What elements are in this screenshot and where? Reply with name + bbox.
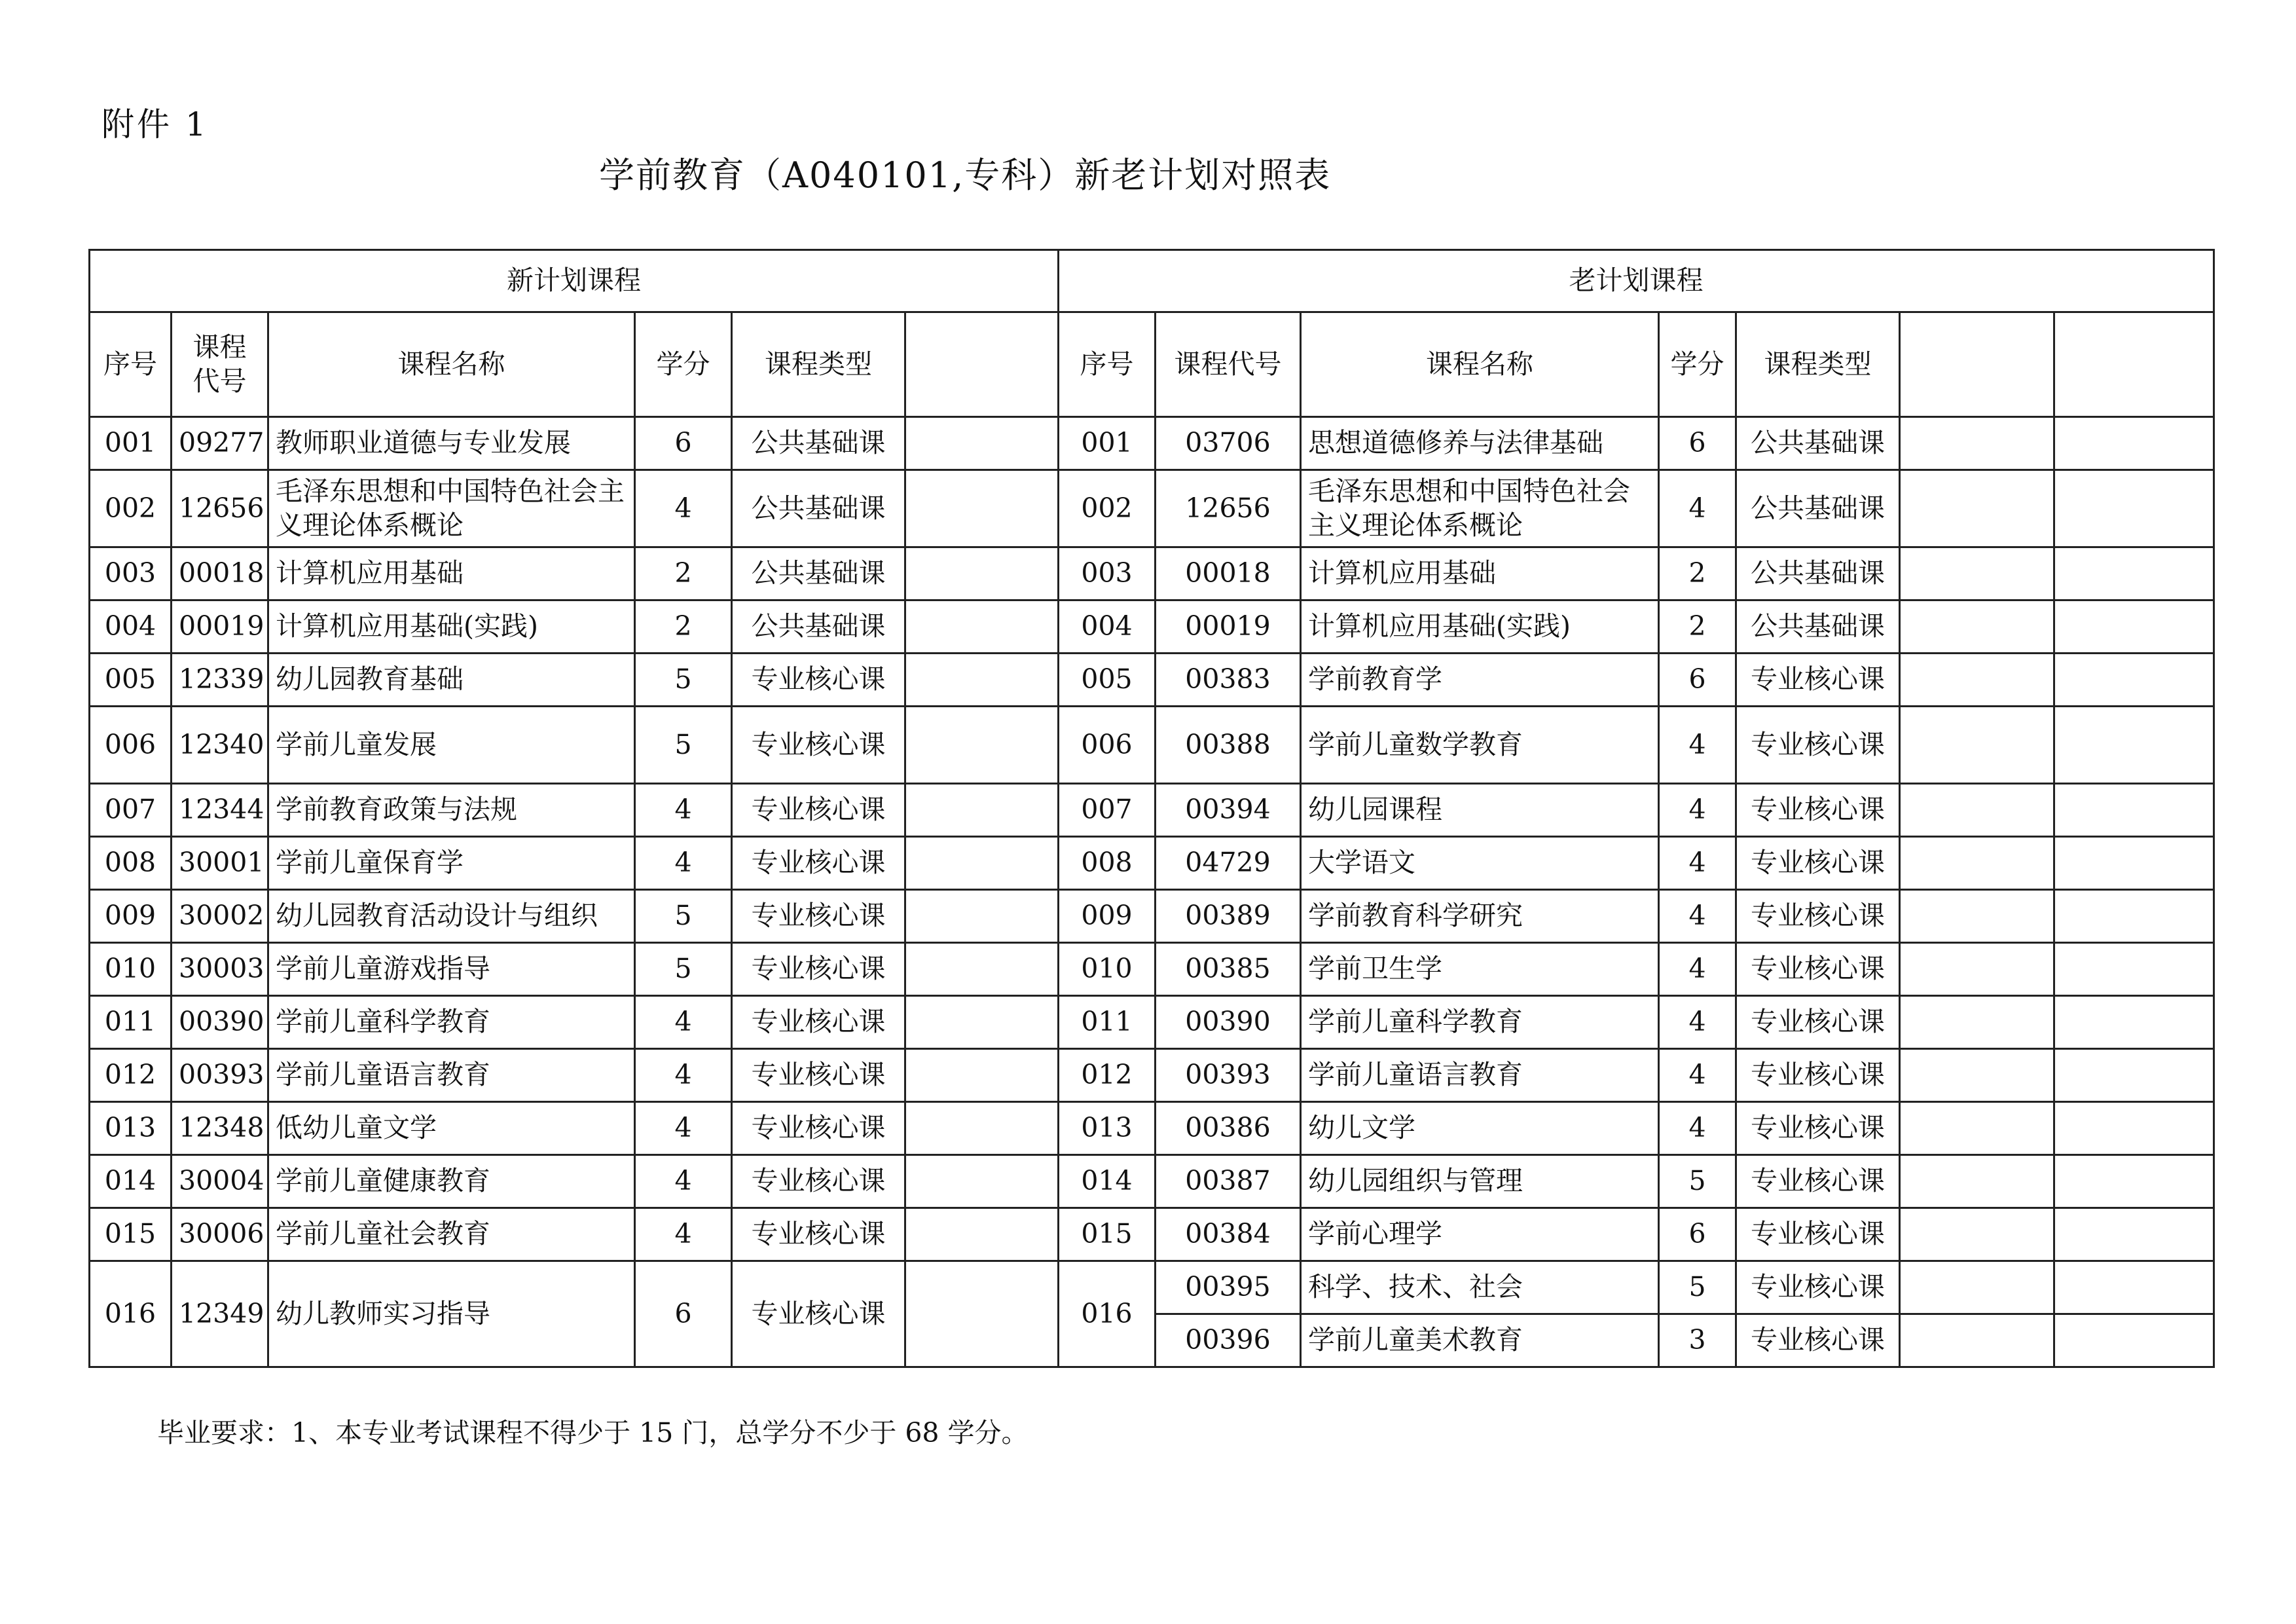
new-type-header: 课程类型 (732, 312, 905, 417)
new-blank-header (905, 312, 1059, 417)
new-credit-cell: 4 (635, 1049, 732, 1102)
old-name-cell: 幼儿文学 (1301, 1102, 1659, 1155)
old-credit-cell: 4 (1659, 890, 1736, 943)
new-blank-cell (905, 996, 1059, 1049)
old-blank-2-cell (2054, 1049, 2214, 1102)
table-row (90, 837, 2214, 890)
new-credit-cell: 6 (635, 1261, 732, 1367)
new-blank-cell (905, 890, 1059, 943)
old-blank-2-cell (2054, 654, 2214, 707)
table-row (90, 1155, 2214, 1208)
new-name-cell: 教师职业道德与专业发展 (268, 417, 635, 470)
old-code-cell: 00394 (1156, 784, 1301, 837)
old-blank-1-cell (1900, 890, 2054, 943)
new-code-cell: 30003 (172, 943, 268, 996)
new-name-cell: 幼儿园教育基础 (268, 654, 635, 707)
old-type-cell: 专业核心课 (1736, 1102, 1900, 1155)
old-seq-cell: 007 (1059, 784, 1156, 837)
old-blank-1-cell (1900, 600, 2054, 654)
new-blank-cell (905, 600, 1059, 654)
old-code-cell: 04729 (1156, 837, 1301, 890)
new-seq-cell: 008 (90, 837, 172, 890)
old-blank-1-cell (1900, 784, 2054, 837)
new-credit-cell: 4 (635, 1208, 732, 1261)
new-type-cell: 专业核心课 (732, 1049, 905, 1102)
old-seq-cell: 002 (1059, 470, 1156, 547)
old-type-cell: 专业核心课 (1736, 784, 1900, 837)
new-credit-cell: 5 (635, 654, 732, 707)
old-plan-header: 老计划课程 (1059, 250, 2214, 312)
new-type-cell: 专业核心课 (732, 1102, 905, 1155)
old-code-cell: 00385 (1156, 943, 1301, 996)
old-type-cell: 公共基础课 (1736, 600, 1900, 654)
new-credit-cell: 5 (635, 707, 732, 784)
old-blank-2-cell (2054, 417, 2214, 470)
old-seq-cell: 016 (1059, 1261, 1156, 1367)
table-row (90, 654, 2214, 707)
new-code-cell: 30001 (172, 837, 268, 890)
new-type-cell: 公共基础课 (732, 417, 905, 470)
new-seq-cell: 013 (90, 1102, 172, 1155)
new-name-header: 课程名称 (268, 312, 635, 417)
new-code-cell: 09277 (172, 417, 268, 470)
old-code-cell: 03706 (1156, 417, 1301, 470)
table-row (90, 600, 2214, 654)
table-row (90, 1208, 2214, 1261)
new-code-cell: 30004 (172, 1155, 268, 1208)
old-blank-2-cell (2054, 547, 2214, 600)
new-blank-cell (905, 707, 1059, 784)
new-type-cell: 专业核心课 (732, 707, 905, 784)
new-code-cell: 12656 (172, 470, 268, 547)
new-credit-cell: 2 (635, 600, 732, 654)
old-credit-cell: 4 (1659, 470, 1736, 547)
old-seq-cell: 015 (1059, 1208, 1156, 1261)
new-blank-cell (905, 1049, 1059, 1102)
old-credit-cell: 6 (1659, 654, 1736, 707)
new-credit-cell: 4 (635, 1155, 732, 1208)
old-type-cell: 专业核心课 (1736, 1208, 1900, 1261)
old-blank-1-cell (1900, 470, 2054, 547)
new-credit-cell: 4 (635, 1102, 732, 1155)
new-code-cell: 12340 (172, 707, 268, 784)
attachment-label: 附件 1 (101, 105, 209, 143)
new-name-cell: 学前教育政策与法规 (268, 784, 635, 837)
old-blank-header-2 (2054, 312, 2214, 417)
new-seq-cell: 015 (90, 1208, 172, 1261)
old-type-header: 课程类型 (1736, 312, 1900, 417)
old-seq-header: 序号 (1059, 312, 1156, 417)
new-blank-cell (905, 1261, 1059, 1367)
old-blank-2-cell (2054, 784, 2214, 837)
new-seq-cell: 002 (90, 470, 172, 547)
old-type-cell: 专业核心课 (1736, 837, 1900, 890)
new-blank-cell (905, 547, 1059, 600)
old-credit-cell: 4 (1659, 943, 1736, 996)
table-row (90, 996, 2214, 1049)
new-credit-cell: 5 (635, 890, 732, 943)
new-credit-cell: 4 (635, 470, 732, 547)
document-title: 学前教育（A040101,专科）新老计划对照表 (599, 155, 1332, 196)
old-blank-1-cell (1900, 1102, 2054, 1155)
old-type-cell: 公共基础课 (1736, 417, 1900, 470)
new-code-cell: 12349 (172, 1261, 268, 1367)
old-type-cell: 专业核心课 (1736, 890, 1900, 943)
old-name-cell: 幼儿园课程 (1301, 784, 1659, 837)
new-code-cell: 12339 (172, 654, 268, 707)
table-row (90, 1049, 2214, 1102)
old-blank-2-cell (2054, 1208, 2214, 1261)
new-seq-cell: 006 (90, 707, 172, 784)
old-code-cell: 00018 (1156, 547, 1301, 600)
old-seq-cell: 003 (1059, 547, 1156, 600)
old-name-cell: 学前儿童科学教育 (1301, 996, 1659, 1049)
new-plan-header: 新计划课程 (90, 250, 1059, 312)
new-name-cell: 学前儿童保育学 (268, 837, 635, 890)
old-blank-1-cell (1900, 707, 2054, 784)
new-credit-header: 学分 (635, 312, 732, 417)
new-credit-cell: 4 (635, 784, 732, 837)
group-header-row (90, 250, 2214, 312)
old-credit-cell: 2 (1659, 600, 1736, 654)
new-seq-cell: 007 (90, 784, 172, 837)
new-name-cell: 学前儿童游戏指导 (268, 943, 635, 996)
new-code-cell: 12348 (172, 1102, 268, 1155)
old-blank-1-cell (1900, 943, 2054, 996)
new-blank-cell (905, 654, 1059, 707)
new-type-cell: 专业核心课 (732, 1155, 905, 1208)
new-type-cell: 公共基础课 (732, 600, 905, 654)
new-name-cell: 幼儿教师实习指导 (268, 1261, 635, 1367)
old-code-cell: 00388 (1156, 707, 1301, 784)
old-code-cell: 00390 (1156, 996, 1301, 1049)
old-blank-1-cell (1900, 1208, 2054, 1261)
old-code-cell: 00383 (1156, 654, 1301, 707)
new-credit-cell: 2 (635, 547, 732, 600)
new-type-cell: 专业核心课 (732, 890, 905, 943)
new-credit-cell: 4 (635, 837, 732, 890)
new-seq-cell: 016 (90, 1261, 172, 1367)
new-type-cell: 专业核心课 (732, 1208, 905, 1261)
new-blank-cell (905, 784, 1059, 837)
old-credit-cell: 4 (1659, 784, 1736, 837)
new-name-cell: 毛泽东思想和中国特色社会主义理论体系概论 (268, 470, 635, 547)
old-credit-cell: 4 (1659, 1102, 1736, 1155)
old-code-header: 课程代号 (1156, 312, 1301, 417)
old-credit-cell: 6 (1659, 417, 1736, 470)
old-name-cell: 学前卫生学 (1301, 943, 1659, 996)
old-type-cell: 专业核心课 (1736, 1049, 1900, 1102)
old-credit-cell: 4 (1659, 1049, 1736, 1102)
new-blank-cell (905, 1155, 1059, 1208)
old-name-cell: 学前儿童数学教育 (1301, 707, 1659, 784)
new-code-cell: 12344 (172, 784, 268, 837)
old-seq-cell: 013 (1059, 1102, 1156, 1155)
old-credit-cell: 4 (1659, 837, 1736, 890)
old-credit-cell: 6 (1659, 1208, 1736, 1261)
new-seq-header: 序号 (90, 312, 172, 417)
old-code-cell: 00384 (1156, 1208, 1301, 1261)
new-type-cell: 公共基础课 (732, 470, 905, 547)
table-row (90, 417, 2214, 470)
new-blank-cell (905, 417, 1059, 470)
new-type-cell: 专业核心课 (732, 654, 905, 707)
old-name-cell: 学前儿童美术教育 (1301, 1314, 1659, 1367)
old-credit-cell: 4 (1659, 707, 1736, 784)
table-row (90, 943, 2214, 996)
old-blank-header-1 (1900, 312, 2054, 417)
old-name-header: 课程名称 (1301, 312, 1659, 417)
old-code-cell: 00387 (1156, 1155, 1301, 1208)
old-name-cell: 学前教育科学研究 (1301, 890, 1659, 943)
new-blank-cell (905, 943, 1059, 996)
table-row (90, 890, 2214, 943)
course-comparison-table (88, 249, 2215, 1368)
new-type-cell: 公共基础课 (732, 547, 905, 600)
old-seq-cell: 012 (1059, 1049, 1156, 1102)
old-blank-1-cell (1900, 547, 2054, 600)
old-type-cell: 专业核心课 (1736, 707, 1900, 784)
old-blank-2-cell (2054, 600, 2214, 654)
new-type-cell: 专业核心课 (732, 996, 905, 1049)
old-seq-cell: 006 (1059, 707, 1156, 784)
old-code-cell: 00386 (1156, 1102, 1301, 1155)
old-seq-cell: 005 (1059, 654, 1156, 707)
old-type-cell: 公共基础课 (1736, 547, 1900, 600)
new-credit-cell: 5 (635, 943, 732, 996)
new-code-cell: 00019 (172, 600, 268, 654)
old-blank-2-cell (2054, 1314, 2214, 1367)
old-name-cell: 毛泽东思想和中国特色社会主义理论体系概论 (1301, 470, 1659, 547)
old-type-cell: 专业核心课 (1736, 1314, 1900, 1367)
table-row (90, 470, 2214, 547)
table-row (90, 1102, 2214, 1155)
old-name-cell: 学前教育学 (1301, 654, 1659, 707)
new-seq-cell: 004 (90, 600, 172, 654)
new-code-cell: 00018 (172, 547, 268, 600)
old-blank-1-cell (1900, 1261, 2054, 1314)
old-blank-2-cell (2054, 1261, 2214, 1314)
new-seq-cell: 011 (90, 996, 172, 1049)
old-type-cell: 专业核心课 (1736, 1261, 1900, 1314)
old-name-cell: 学前心理学 (1301, 1208, 1659, 1261)
new-seq-cell: 005 (90, 654, 172, 707)
new-credit-cell: 6 (635, 417, 732, 470)
new-code-cell: 30006 (172, 1208, 268, 1261)
new-name-cell: 计算机应用基础(实践) (268, 600, 635, 654)
new-blank-cell (905, 470, 1059, 547)
new-seq-cell: 009 (90, 890, 172, 943)
new-blank-cell (905, 837, 1059, 890)
old-seq-cell: 004 (1059, 600, 1156, 654)
new-name-cell: 学前儿童社会教育 (268, 1208, 635, 1261)
new-type-cell: 专业核心课 (732, 943, 905, 996)
old-type-cell: 专业核心课 (1736, 996, 1900, 1049)
old-blank-1-cell (1900, 996, 2054, 1049)
old-code-cell: 00393 (1156, 1049, 1301, 1102)
new-code-header: 课程 代号 (172, 312, 268, 417)
new-blank-cell (905, 1102, 1059, 1155)
table-row (90, 707, 2214, 784)
old-code-cell: 00389 (1156, 890, 1301, 943)
table-row (90, 547, 2214, 600)
old-blank-2-cell (2054, 837, 2214, 890)
old-blank-1-cell (1900, 1155, 2054, 1208)
new-seq-cell: 001 (90, 417, 172, 470)
old-blank-2-cell (2054, 1102, 2214, 1155)
new-code-cell: 30002 (172, 890, 268, 943)
old-credit-cell: 2 (1659, 547, 1736, 600)
old-blank-2-cell (2054, 943, 2214, 996)
old-credit-cell: 4 (1659, 996, 1736, 1049)
old-type-cell: 专业核心课 (1736, 943, 1900, 996)
old-name-cell: 大学语文 (1301, 837, 1659, 890)
new-name-cell: 计算机应用基础 (268, 547, 635, 600)
new-name-cell: 学前儿童语言教育 (268, 1049, 635, 1102)
old-blank-2-cell (2054, 890, 2214, 943)
new-code-cell: 00390 (172, 996, 268, 1049)
old-type-cell: 专业核心课 (1736, 654, 1900, 707)
old-seq-cell: 011 (1059, 996, 1156, 1049)
old-credit-cell: 3 (1659, 1314, 1736, 1367)
old-code-cell: 00019 (1156, 600, 1301, 654)
old-code-cell: 00395 (1156, 1261, 1301, 1314)
new-blank-cell (905, 1208, 1059, 1261)
new-name-cell: 低幼儿童文学 (268, 1102, 635, 1155)
table-row (90, 1261, 2214, 1314)
old-credit-header: 学分 (1659, 312, 1736, 417)
old-blank-1-cell (1900, 1314, 2054, 1367)
old-type-cell: 专业核心课 (1736, 1155, 1900, 1208)
old-seq-cell: 001 (1059, 417, 1156, 470)
old-type-cell: 公共基础课 (1736, 470, 1900, 547)
old-code-cell: 00396 (1156, 1314, 1301, 1367)
new-name-cell: 幼儿园教育活动设计与组织 (268, 890, 635, 943)
graduation-requirement: 毕业要求：1、本专业考试课程不得少于 15 门，总学分不少于 68 学分。 (157, 1417, 1029, 1449)
old-seq-cell: 014 (1059, 1155, 1156, 1208)
old-name-cell: 计算机应用基础 (1301, 547, 1659, 600)
old-code-cell: 12656 (1156, 470, 1301, 547)
new-code-cell: 00393 (172, 1049, 268, 1102)
new-name-cell: 学前儿童科学教育 (268, 996, 635, 1049)
old-name-cell: 科学、技术、社会 (1301, 1261, 1659, 1314)
new-credit-cell: 4 (635, 996, 732, 1049)
old-credit-cell: 5 (1659, 1155, 1736, 1208)
old-blank-2-cell (2054, 1155, 2214, 1208)
old-blank-2-cell (2054, 470, 2214, 547)
old-seq-cell: 009 (1059, 890, 1156, 943)
old-blank-1-cell (1900, 654, 2054, 707)
old-blank-1-cell (1900, 1049, 2054, 1102)
old-credit-cell: 5 (1659, 1261, 1736, 1314)
new-type-cell: 专业核心课 (732, 837, 905, 890)
column-header-row (90, 312, 2214, 417)
old-seq-cell: 010 (1059, 943, 1156, 996)
old-seq-cell: 008 (1059, 837, 1156, 890)
old-blank-2-cell (2054, 707, 2214, 784)
new-seq-cell: 012 (90, 1049, 172, 1102)
old-name-cell: 幼儿园组织与管理 (1301, 1155, 1659, 1208)
old-blank-1-cell (1900, 417, 2054, 470)
new-seq-cell: 010 (90, 943, 172, 996)
new-seq-cell: 014 (90, 1155, 172, 1208)
new-type-cell: 专业核心课 (732, 784, 905, 837)
old-blank-1-cell (1900, 837, 2054, 890)
table-row (90, 784, 2214, 837)
old-blank-2-cell (2054, 996, 2214, 1049)
new-name-cell: 学前儿童健康教育 (268, 1155, 635, 1208)
new-type-cell: 专业核心课 (732, 1261, 905, 1367)
old-name-cell: 计算机应用基础(实践) (1301, 600, 1659, 654)
old-name-cell: 思想道德修养与法律基础 (1301, 417, 1659, 470)
old-name-cell: 学前儿童语言教育 (1301, 1049, 1659, 1102)
new-name-cell: 学前儿童发展 (268, 707, 635, 784)
new-seq-cell: 003 (90, 547, 172, 600)
